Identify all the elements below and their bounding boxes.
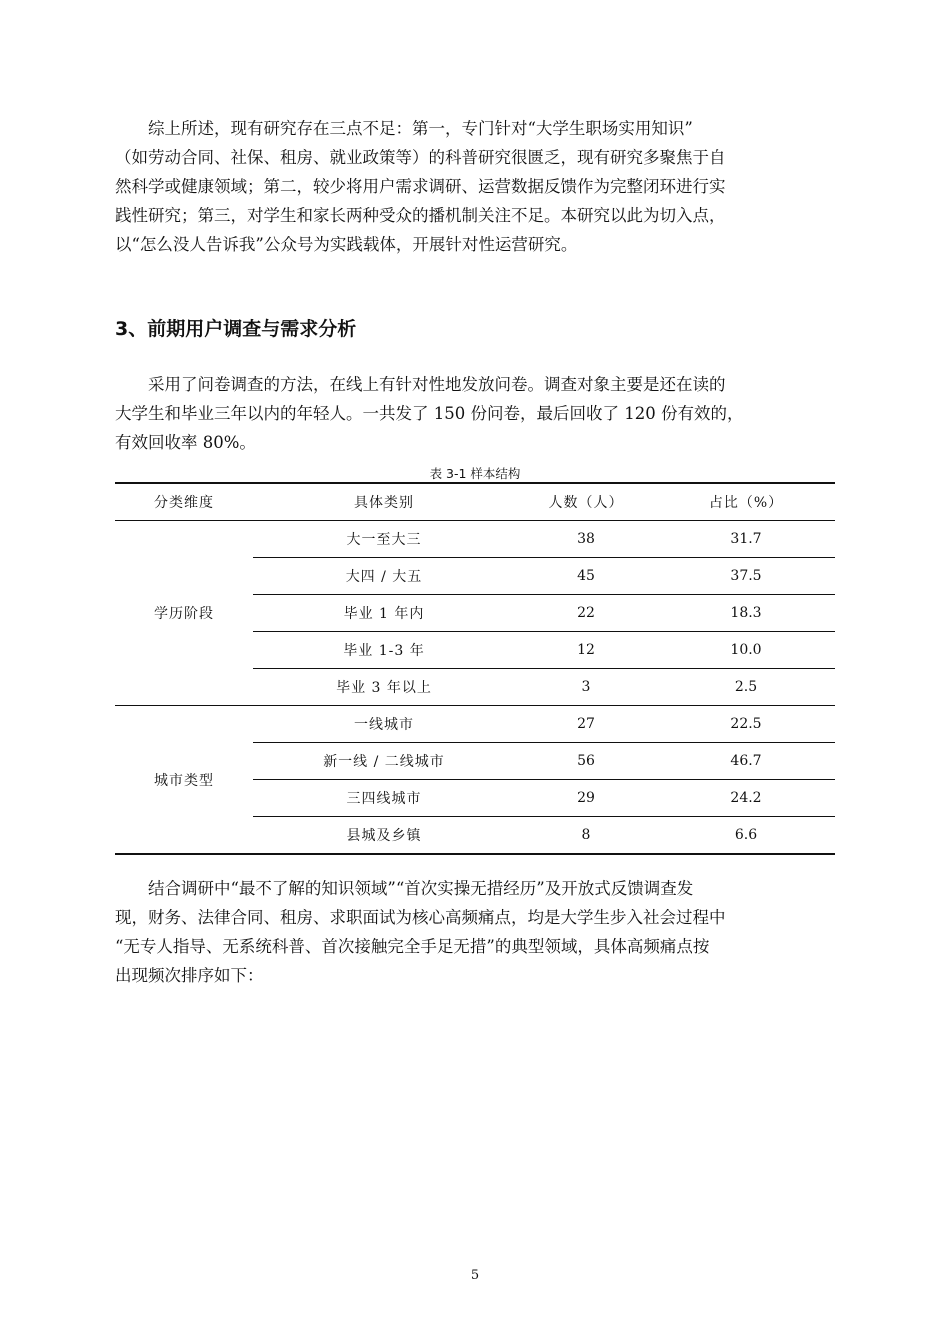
paragraph-line: （如劳动合同、社保、租房、就业政策等）的科普研究很匮乏，现有研究多聚焦于自 xyxy=(115,148,726,167)
page-number: 5 xyxy=(470,1268,480,1283)
table-row xyxy=(115,706,835,743)
count-cell: 29 xyxy=(515,780,657,817)
percent-cell: 6.6 xyxy=(734,827,758,843)
table-row xyxy=(115,521,835,558)
category-cell: 大四 / 大五 xyxy=(253,558,515,595)
category-cell: 毕业 3 年以上 xyxy=(336,680,432,696)
table-header-row xyxy=(115,483,835,521)
table-caption: 表 3-1 样本结构 xyxy=(429,466,521,481)
count-cell: 12 xyxy=(515,632,657,669)
category-cell: 新一线 / 二线城市 xyxy=(253,743,515,780)
percent-cell: 31.7 xyxy=(657,521,835,558)
category-cell: 三四线城市 xyxy=(253,780,515,817)
header-category: 具体类别 xyxy=(354,495,414,511)
group-label-education: 学历阶段 xyxy=(154,606,214,622)
percent-cell: 24.2 xyxy=(657,780,835,817)
category-cell: 大一至大三 xyxy=(253,521,515,558)
header-percent: 占比（%） xyxy=(708,495,784,511)
paragraph-line: 践性研究；第三，对学生和家长两种受众的播机制关注不足。本研究以此为切入点， xyxy=(115,206,726,225)
group-label-city: 城市类型 xyxy=(154,772,214,789)
header-count: 人数（人） xyxy=(548,495,624,511)
paragraph-line: 出现频次排序如下： xyxy=(115,966,264,985)
count-cell: 45 xyxy=(515,558,657,595)
paragraph-line: “无专人指导、无系统科普、首次接触完全手足无措”的典型领域，具体高频痛点按 xyxy=(115,937,710,956)
sample-structure-table xyxy=(115,482,835,855)
paragraph-line: 大学生和毕业三年以内的年轻人。一共发了 150 份问卷，最后回收了 120 份有效的， xyxy=(115,404,744,423)
category-cell: 一线城市 xyxy=(253,706,515,743)
percent-cell: 37.5 xyxy=(657,558,835,595)
category-cell: 毕业 1-3 年 xyxy=(253,632,515,669)
paragraph-method xyxy=(115,370,835,457)
count-cell: 22 xyxy=(515,595,657,632)
section-heading: 3、前期用户调查与需求分析 xyxy=(115,318,357,340)
paragraph-line: 结合调研中“最不了解的知识领域”“首次实操无措经历”及开放式反馈调查发 xyxy=(148,879,694,898)
percent-cell: 10.0 xyxy=(657,632,835,669)
percent-cell: 18.3 xyxy=(657,595,835,632)
percent-cell: 46.7 xyxy=(657,743,835,780)
percent-cell: 2.5 xyxy=(734,679,758,695)
paragraph-line: 综上所述，现有研究存在三点不足：第一，专门针对“大学生职场实用知识” xyxy=(148,119,693,138)
paragraph-summary xyxy=(115,114,835,259)
paragraph-findings xyxy=(115,874,835,990)
paragraph-line: 现，财务、法律合同、租房、求职面试为核心高频痛点，均是大学生步入社会过程中 xyxy=(115,908,726,927)
paragraph-line: 以“怎么没人告诉我”公众号为实践载体，开展针对性运营研究。 xyxy=(115,235,578,254)
paragraph-line: 采用了问卷调查的方法，在线上有针对性地发放问卷。调查对象主要是还在读的 xyxy=(148,375,726,394)
category-cell: 县城及乡镇 xyxy=(346,828,422,844)
count-cell: 56 xyxy=(515,743,657,780)
header-dimension: 分类维度 xyxy=(154,495,214,511)
count-cell: 27 xyxy=(515,706,657,743)
count-cell: 3 xyxy=(581,679,591,695)
category-cell: 毕业 1 年内 xyxy=(253,595,515,632)
paragraph-line: 有效回收率 80%。 xyxy=(115,433,256,452)
count-cell: 8 xyxy=(581,827,591,843)
count-cell: 38 xyxy=(515,521,657,558)
paragraph-line: 然科学或健康领域；第二，较少将用户需求调研、运营数据反馈作为完整闭环进行实 xyxy=(115,177,726,196)
percent-cell: 22.5 xyxy=(657,706,835,743)
